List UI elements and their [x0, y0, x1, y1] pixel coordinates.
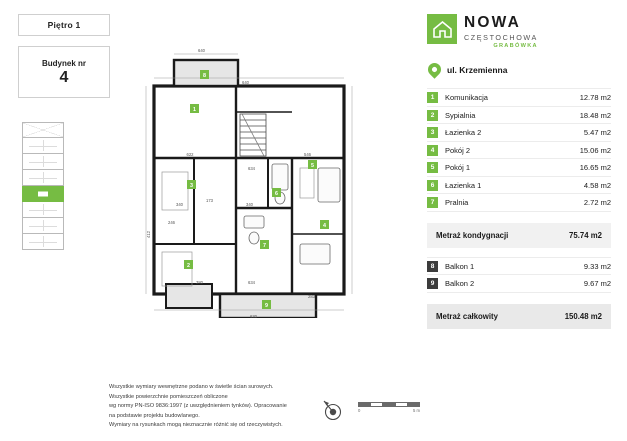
stack-floor-current [22, 186, 64, 202]
room-name: Łazienka 2 [445, 128, 482, 138]
brand-city: CZĘSTOCHOWA [464, 32, 538, 42]
room-number-badge: 3 [427, 127, 438, 138]
stack-floor-5 [22, 138, 64, 154]
table-row [427, 142, 611, 160]
footer-line-4: na podstawie projektu budowlanego. [109, 412, 200, 419]
building-logo-icon [427, 14, 457, 44]
scale-max: 5 m [413, 408, 420, 413]
room-area: 18.48 m2 [579, 110, 611, 120]
svg-text:7: 7 [263, 243, 266, 249]
balcony-number-badge: 9 [427, 278, 438, 289]
footer-line-2: Wszystkie powierzchnie pomieszczeń obliczone [109, 393, 228, 400]
room-number-badge: 6 [427, 180, 438, 191]
building-floor-stack-diagram [22, 122, 64, 250]
floor-plan-drawing [132, 48, 382, 318]
room-area: 2.72 m2 [583, 198, 611, 208]
room-name: Pralnia [445, 198, 469, 208]
svg-text:173: 173 [206, 198, 213, 203]
svg-text:546: 546 [304, 152, 311, 157]
svg-text:412: 412 [146, 231, 151, 238]
brand-name: NOWA [464, 14, 522, 31]
scale-ticks [358, 402, 420, 407]
svg-text:246: 246 [168, 220, 175, 225]
stack-roof [22, 122, 64, 138]
room-number-badge: 5 [427, 162, 438, 173]
building-label: Budynek nr [41, 58, 86, 68]
balcony-name: Balkon 1 [445, 261, 475, 271]
svg-text:283: 283 [308, 294, 315, 299]
floor-area-summary [427, 223, 611, 248]
floor-badge [18, 14, 110, 36]
balcony-area: 9.67 m2 [583, 279, 611, 289]
svg-text:8: 8 [203, 73, 206, 79]
scale-bar [358, 402, 420, 413]
brand-district: GRABÓWKA [493, 42, 538, 49]
right-info-panel [427, 14, 611, 329]
balcony-name: Balkon 2 [445, 279, 475, 289]
footer-line-5: Wymiary na rysunkach mogą nieznacznie różnić się od rzeczywistych. [109, 422, 283, 429]
room-area: 16.65 m2 [579, 163, 611, 173]
location-pin-icon [425, 61, 443, 79]
room-name: Pokój 1 [445, 163, 471, 173]
room-area: 12.78 m2 [579, 93, 611, 103]
balcony-number-badge: 8 [427, 261, 438, 272]
svg-text:622: 622 [186, 152, 194, 157]
floor-label: Piętro 1 [47, 20, 81, 30]
total-area-label: Metraż całkowity [436, 311, 498, 321]
room-area: 4.58 m2 [583, 180, 611, 190]
svg-text:634: 634 [248, 280, 255, 285]
footer-line-1: Wszystkie wymiary wewnętrzne podano w świetle ścian surowych. [109, 384, 274, 390]
stack-floor-3 [22, 170, 64, 186]
stack-floor-1 [22, 202, 64, 218]
table-row [427, 107, 611, 125]
table-row [427, 88, 611, 107]
table-row [427, 257, 611, 276]
total-area-value: 150.48 m2 [564, 311, 602, 321]
footer-line-3: wg normy PN-ISO 9836:1997 (z uwzględnieniem tynków). Opracowanie [109, 403, 287, 410]
stack-floor-basement [22, 234, 64, 250]
table-row [427, 159, 611, 177]
room-name: Sypialnia [445, 110, 476, 120]
svg-text:634: 634 [248, 166, 255, 171]
room-area: 15.06 m2 [579, 145, 611, 155]
compass-north-icon [320, 398, 346, 424]
scale-min: 0 [358, 408, 361, 413]
rooms-table [427, 88, 611, 212]
room-name: Pokój 2 [445, 145, 471, 155]
room-number-badge: 4 [427, 145, 438, 156]
room-number-badge: 7 [427, 197, 438, 208]
stack-floor-0 [22, 218, 64, 234]
svg-text:4: 4 [323, 223, 326, 229]
building-number: 4 [59, 68, 69, 86]
table-row [427, 194, 611, 212]
address-text: ul. Krzemienna [447, 64, 508, 75]
svg-text:6: 6 [275, 191, 278, 197]
svg-text:340: 340 [246, 202, 253, 207]
scale-labels [358, 408, 420, 413]
table-row [427, 275, 611, 293]
table-row [427, 177, 611, 195]
address-row [428, 63, 611, 76]
room-name: Łazienka 1 [445, 180, 482, 190]
total-area-summary [427, 304, 611, 329]
building-badge [18, 46, 110, 98]
svg-text:5: 5 [311, 163, 314, 169]
svg-text:630: 630 [250, 314, 257, 318]
balconies-table [427, 257, 611, 293]
room-number-badge: 2 [427, 110, 438, 121]
svg-text:1: 1 [193, 107, 196, 113]
svg-text:640: 640 [198, 48, 205, 53]
floor-area-label: Metraż kondygnacji [436, 230, 509, 240]
svg-text:9: 9 [265, 303, 268, 309]
left-info-column [18, 14, 110, 98]
svg-text:340: 340 [176, 202, 183, 207]
room-name: Komunikacja [445, 93, 488, 103]
table-row [427, 124, 611, 142]
svg-text:640: 640 [242, 80, 249, 85]
svg-text:2: 2 [187, 263, 190, 269]
svg-text:380: 380 [196, 280, 203, 285]
room-number-badge: 1 [427, 92, 438, 103]
balcony-area: 9.33 m2 [583, 261, 611, 271]
svg-text:3: 3 [190, 183, 193, 189]
floor-area-value: 75.74 m2 [569, 230, 602, 240]
room-area: 5.47 m2 [583, 128, 611, 138]
stack-floor-4 [22, 154, 64, 170]
brand-logo [427, 14, 611, 49]
brand-wordmark [464, 14, 538, 49]
